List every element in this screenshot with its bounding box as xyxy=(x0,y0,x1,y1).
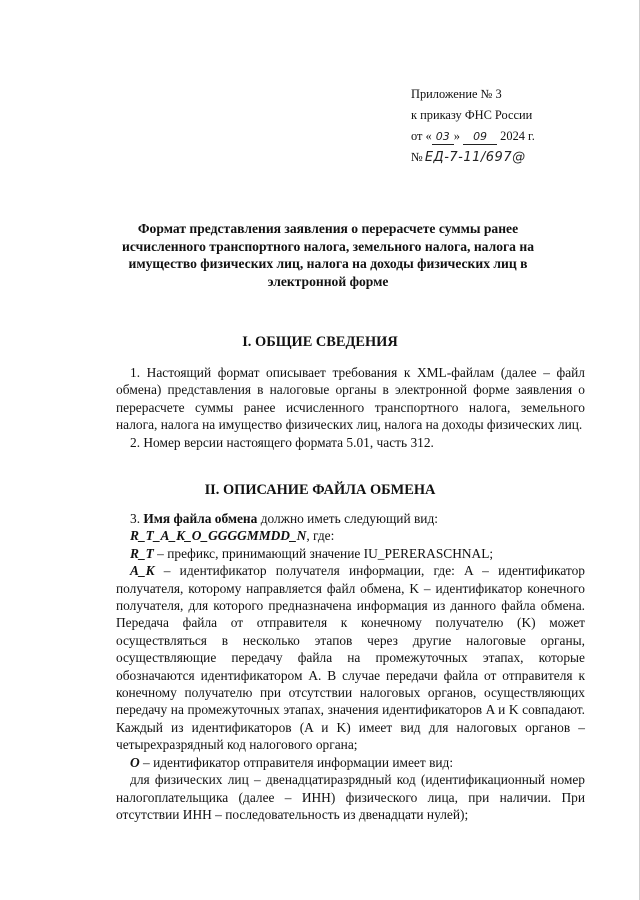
section-1-body xyxy=(116,364,585,451)
p3-rest: должно иметь следующий вид: xyxy=(257,511,438,526)
filename-pattern-suffix: , где: xyxy=(306,528,335,544)
filename-pattern-line xyxy=(116,527,585,544)
ak-term: A_K xyxy=(130,563,155,579)
appendix-number-line xyxy=(411,147,535,168)
date-mid: » xyxy=(453,129,460,143)
paragraph-3 xyxy=(116,510,585,527)
appendix-date-line xyxy=(411,126,535,147)
p3-number: 3. xyxy=(130,511,144,526)
section-2-body xyxy=(116,510,585,823)
section-1-heading: I. ОБЩИЕ СВЕДЕНИЯ xyxy=(242,334,398,350)
rt-term: R_T xyxy=(130,545,154,561)
o-definition xyxy=(116,754,585,771)
number-prefix: № xyxy=(411,150,423,164)
date-prefix: от « xyxy=(411,129,432,143)
appendix-line-1: Приложение № 3 xyxy=(411,87,502,101)
o-term: O xyxy=(130,754,140,770)
paragraph-1: 1. Настоящий формат описывает требования к XML-файлам (далее – файл обмена) представления в налоговые органы в электронной форме заявления о перерасчете суммы ранее исчисленного транспортного налога, земельного налога, налога на имущество физических лиц, налога на доходы физических лиц. xyxy=(116,365,585,433)
ak-text: – идентификатор получателя информации, где: A – идентификатор получателя, которому направляется файл обмена, K – идентификатор конечного получателя, для которого предназначена информация из данного файла обмена. Передача файла от отправителя к конечному получателю (K) может осуществляться в несколько этапов через другие налоговые органы, осуществляющие передачу файла на промежуточных этапах, которые обозначаются идентификатором A. В случае передачи файла от отправителя к конечному получателю при отсутствии налоговых органов, осуществляющих передачу на промежуточных этапах, значения идентификаторов A и K совпадают. Каждый из идентификаторов (A и K) имеет вид для налоговых органов – четырехразрядный код налогового органа; xyxy=(116,563,585,753)
rt-definition xyxy=(116,545,585,562)
o-text: – идентификатор отправителя информации имеет вид: xyxy=(139,754,454,770)
date-year: 2024 г. xyxy=(500,129,535,143)
handwritten-day: 03 xyxy=(432,130,454,145)
appendix-block xyxy=(411,84,535,168)
appendix-line-2: к приказу ФНС России xyxy=(411,108,533,122)
filename-pattern: R_T_A_K_O_GGGGMMDD_N xyxy=(130,528,307,544)
handwritten-order-number: ЕД-7-11/697@ xyxy=(424,150,526,165)
document-title: Формат представления заявления о перерасчете суммы ранее исчисленного транспортного налога, земельного налога, налога на имущество физических лиц, налога на доходы физических лиц в электронной форме xyxy=(121,221,534,289)
ak-definition xyxy=(116,562,585,753)
handwritten-month: 09 xyxy=(463,130,497,145)
rt-text: – префикс, принимающий значение IU_PERERASCHNAL; xyxy=(153,545,494,561)
individuals-definition: для физических лиц – двенадцатиразрядный код (идентификационный номер налогоплательщика (далее – ИНН) физического лица, при наличии. При отсутствии ИНН – последовательность из двенадцати нулей); xyxy=(116,772,585,822)
paragraph-2: 2. Номер версии настоящего формата 5.01, часть 312. xyxy=(130,434,434,450)
section-2-heading: II. ОПИСАНИЕ ФАЙЛА ОБМЕНА xyxy=(204,482,436,498)
p3-bold-term: Имя файла обмена xyxy=(143,511,258,526)
